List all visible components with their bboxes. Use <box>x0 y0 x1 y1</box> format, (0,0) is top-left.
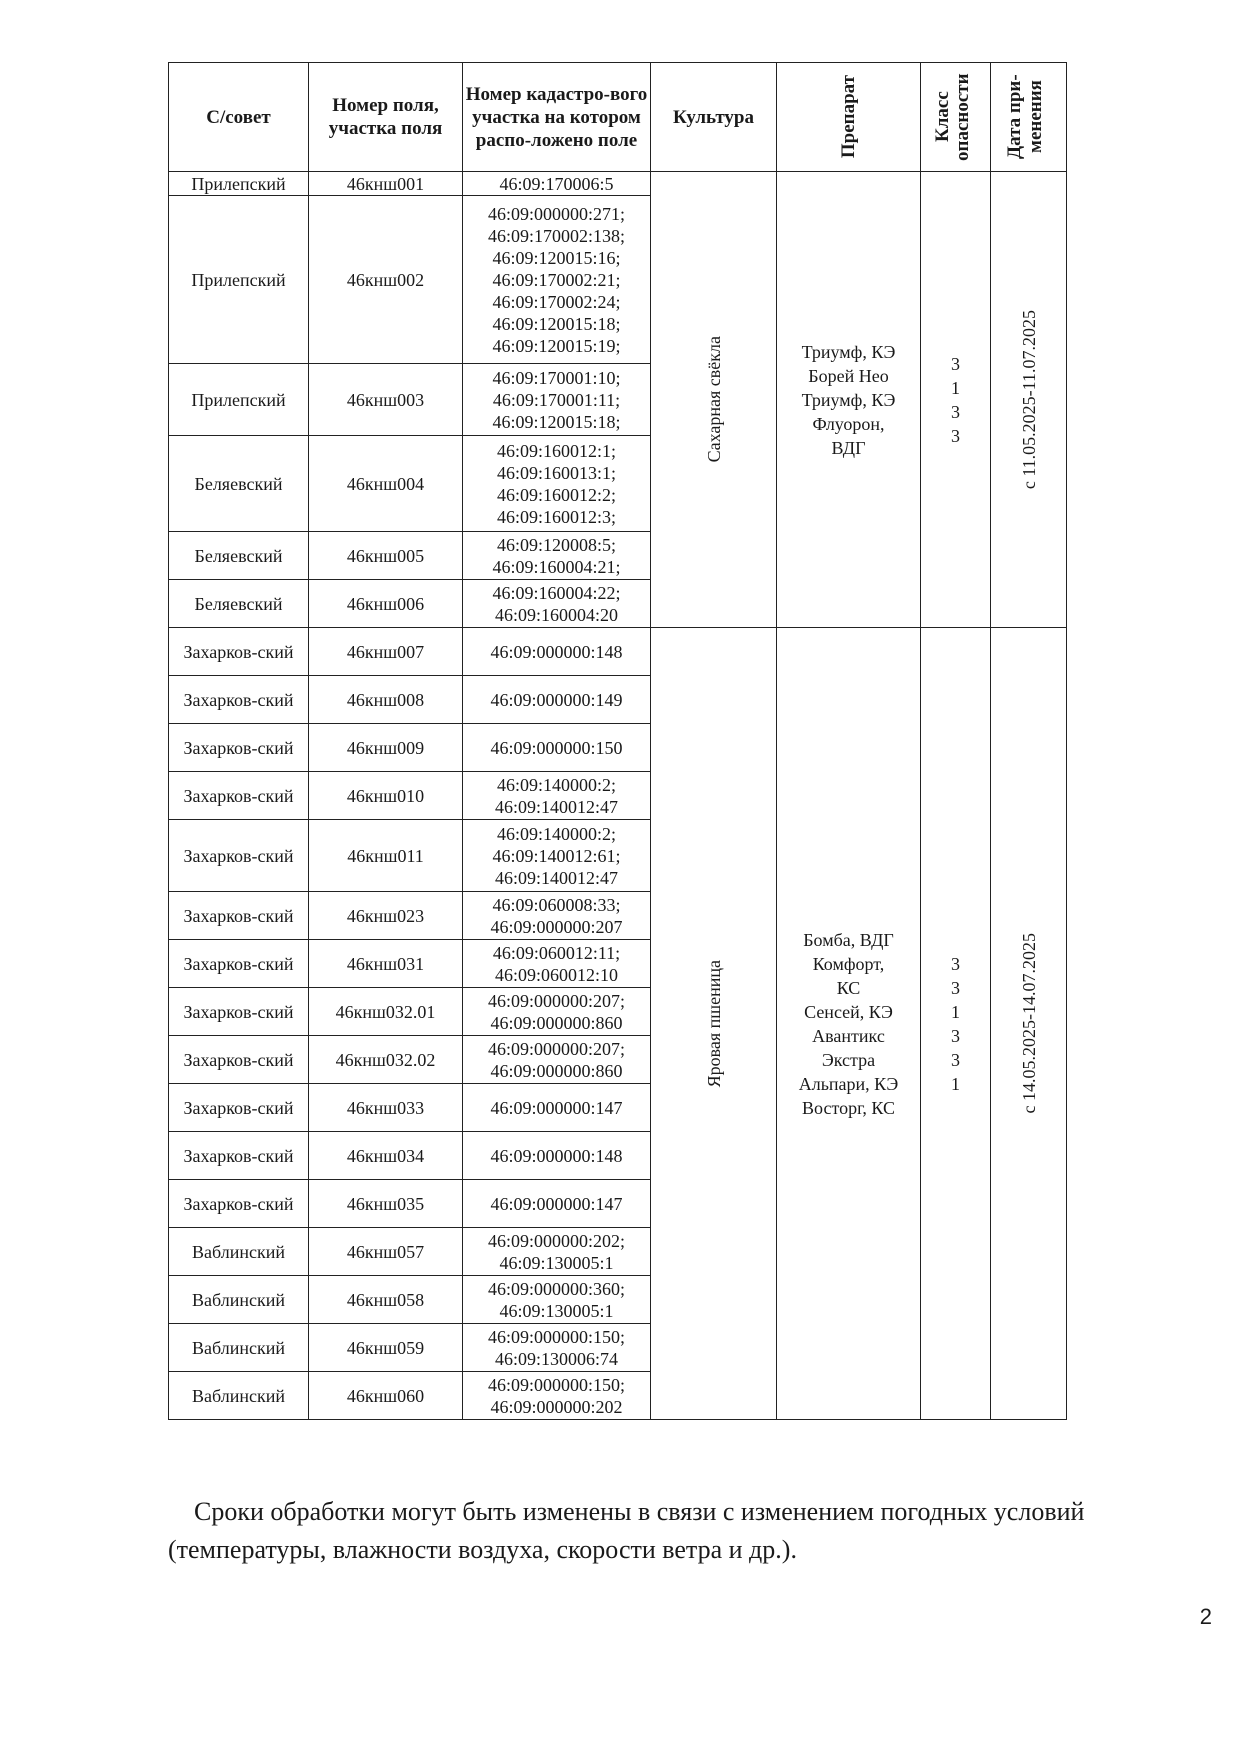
hazard-class-value: 1 <box>951 377 960 398</box>
cell-field-number: 46кнш001 <box>309 172 463 196</box>
cell-council: Захарков-ский <box>169 724 309 772</box>
cell-cadastral <box>463 1084 651 1132</box>
cadastral-number: 46:09:130005:1 <box>499 1300 614 1321</box>
cadastral-number: 46:09:170006:5 <box>499 173 614 194</box>
table-row <box>169 172 1067 196</box>
cadastral-number: 46:09:000000:150; <box>487 1326 625 1347</box>
cell-council: Захарков-ский <box>169 892 309 940</box>
cell-council: Захарков-ский <box>169 628 309 676</box>
hazard-class-value: 1 <box>951 1001 960 1022</box>
cell-field-number: 46кнш005 <box>309 532 463 580</box>
cadastral-number: 46:09:140012:61; <box>492 845 621 866</box>
cadastral-number: 46:09:000000:271; <box>487 203 625 224</box>
cadastral-number: 46:09:000000:147 <box>490 1193 623 1214</box>
cell-field-number: 46кнш032.01 <box>309 988 463 1036</box>
preparation-name: Триумф, КЭ <box>801 341 896 362</box>
crop-name: Сахарная свёкла <box>703 336 724 463</box>
cell-crop <box>651 628 777 1420</box>
preparation-name: Бомба, ВДГ <box>803 929 894 950</box>
cell-field-number: 46кнш023 <box>309 892 463 940</box>
cell-council: Захарков-ский <box>169 1084 309 1132</box>
cell-council: Ваблинский <box>169 1324 309 1372</box>
cell-hazard-classes <box>921 628 991 1420</box>
hazard-class-value: 1 <box>951 1073 960 1094</box>
cell-cadastral <box>463 580 651 628</box>
cell-cadastral <box>463 820 651 892</box>
hazard-class-value: 3 <box>951 1025 960 1046</box>
cell-field-number: 46кнш031 <box>309 940 463 988</box>
cadastral-number: 46:09:170002:21; <box>492 269 621 290</box>
cell-council: Беляевский <box>169 532 309 580</box>
preparation-name: Сенсей, КЭ <box>804 1001 893 1022</box>
cell-cadastral <box>463 1036 651 1084</box>
cell-cadastral <box>463 1228 651 1276</box>
cadastral-number: 46:09:130006:74 <box>494 1348 618 1369</box>
cadastral-number: 46:09:170002:138; <box>487 225 625 246</box>
application-date: с 11.05.2025-11.07.2025 <box>1018 309 1039 490</box>
cadastral-number: 46:09:170001:10; <box>492 367 621 388</box>
cadastral-number: 46:09:000000:202; <box>487 1230 625 1251</box>
cadastral-number: 46:09:160004:22; <box>492 582 621 603</box>
table-row <box>169 628 1067 676</box>
preparation-name: Альпари, КЭ <box>798 1073 899 1094</box>
cadastral-number: 46:09:160004:21; <box>492 556 621 577</box>
cadastral-number: 46:09:140012:47 <box>494 796 618 817</box>
cell-cadastral <box>463 532 651 580</box>
header-hazard-class-text: Класс опасности <box>931 73 973 161</box>
cell-council: Захарков-ский <box>169 820 309 892</box>
cadastral-number: 46:09:000000:207 <box>490 916 623 937</box>
header-crop: Культура <box>651 63 777 172</box>
cell-field-number: 46кнш032.02 <box>309 1036 463 1084</box>
cadastral-number: 46:09:160004:20 <box>494 604 618 625</box>
preparation-name: КС <box>836 977 861 998</box>
cell-cadastral <box>463 1276 651 1324</box>
cell-cadastral <box>463 436 651 532</box>
cell-council: Захарков-ский <box>169 940 309 988</box>
cell-field-number: 46кнш009 <box>309 724 463 772</box>
hazard-class-value: 3 <box>951 977 960 998</box>
cadastral-number: 46:09:000000:147 <box>490 1097 623 1118</box>
cadastral-number: 46:09:000000:207; <box>487 1038 625 1059</box>
cell-council: Захарков-ский <box>169 1036 309 1084</box>
cadastral-number: 46:09:060012:10 <box>494 964 618 985</box>
cadastral-number: 46:09:130005:1 <box>499 1252 614 1273</box>
cadastral-number: 46:09:000000:150; <box>487 1374 625 1395</box>
cell-council: Ваблинский <box>169 1372 309 1420</box>
preparation-name: Авантикс <box>812 1025 885 1046</box>
spraying-schedule-table <box>168 62 1067 1420</box>
cell-cadastral <box>463 172 651 196</box>
cell-field-number: 46кнш004 <box>309 436 463 532</box>
cell-cadastral <box>463 1372 651 1420</box>
cadastral-number: 46:09:000000:860 <box>490 1060 623 1081</box>
cell-field-number: 46кнш007 <box>309 628 463 676</box>
cell-preparations <box>777 172 921 628</box>
cell-council: Захарков-ский <box>169 1180 309 1228</box>
preparation-name: Экстра <box>821 1049 876 1070</box>
cell-field-number: 46кнш003 <box>309 364 463 436</box>
cell-council: Прилепский <box>169 364 309 436</box>
cadastral-number: 46:09:120015:16; <box>492 247 621 268</box>
header-council: С/совет <box>169 63 309 172</box>
cell-field-number: 46кнш002 <box>309 196 463 364</box>
header-application-date <box>991 63 1067 172</box>
cell-cadastral <box>463 676 651 724</box>
cell-application-date <box>991 172 1067 628</box>
cadastral-number: 46:09:000000:860 <box>490 1012 623 1033</box>
cell-field-number: 46кнш006 <box>309 580 463 628</box>
cell-council: Ваблинский <box>169 1228 309 1276</box>
cadastral-number: 46:09:060012:11; <box>492 942 621 963</box>
application-date: с 14.05.2025-14.07.2025 <box>1018 933 1039 1114</box>
hazard-class-value: 3 <box>951 353 960 374</box>
cell-cadastral <box>463 724 651 772</box>
cell-cadastral <box>463 940 651 988</box>
footnote: Сроки обработки могут быть изменены в связи с изменением погодных условий (температуры, влажности воздуха, скорости ветра и др.). <box>168 1497 1085 1564</box>
cell-field-number: 46кнш011 <box>309 820 463 892</box>
cell-cadastral <box>463 988 651 1036</box>
cell-cadastral <box>463 628 651 676</box>
cadastral-number: 46:09:120008:5; <box>496 534 616 555</box>
cell-field-number: 46кнш033 <box>309 1084 463 1132</box>
crop-name: Яровая пшеница <box>703 959 724 1088</box>
hazard-class-value: 3 <box>951 425 960 446</box>
page-number: 2 <box>1199 1604 1212 1629</box>
header-preparation-text: Препарат <box>838 75 859 159</box>
cell-field-number: 46кнш008 <box>309 676 463 724</box>
cell-council: Беляевский <box>169 436 309 532</box>
cell-council: Беляевский <box>169 580 309 628</box>
cadastral-number: 46:09:140000:2; <box>496 774 616 795</box>
cadastral-number: 46:09:170001:11; <box>492 389 621 410</box>
cell-council: Прилепский <box>169 172 309 196</box>
cadastral-number: 46:09:060008:33; <box>492 894 621 915</box>
hazard-class-value: 3 <box>951 401 960 422</box>
cell-field-number: 46кнш010 <box>309 772 463 820</box>
cell-council: Захарков-ский <box>169 676 309 724</box>
cadastral-number: 46:09:000000:150 <box>490 737 623 758</box>
table-header-row <box>169 63 1067 172</box>
cell-field-number: 46кнш058 <box>309 1276 463 1324</box>
header-preparation <box>777 63 921 172</box>
cell-field-number: 46кнш034 <box>309 1132 463 1180</box>
header-hazard-class <box>921 63 991 172</box>
cadastral-number: 46:09:160012:1; <box>496 440 616 461</box>
cadastral-number: 46:09:000000:360; <box>487 1278 625 1299</box>
cell-cadastral <box>463 1132 651 1180</box>
cadastral-number: 46:09:160013:1; <box>496 462 616 483</box>
cell-cadastral <box>463 364 651 436</box>
preparation-name: Борей Нео <box>808 365 889 386</box>
preparation-name: ВДГ <box>831 437 866 458</box>
cell-council: Захарков-ский <box>169 988 309 1036</box>
cell-cadastral <box>463 196 651 364</box>
cell-field-number: 46кнш060 <box>309 1372 463 1420</box>
cadastral-number: 46:09:000000:148 <box>490 641 623 662</box>
cadastral-number: 46:09:160012:2; <box>496 484 616 505</box>
table-body <box>169 172 1067 1420</box>
cell-council: Захарков-ский <box>169 1132 309 1180</box>
cell-preparations <box>777 628 921 1420</box>
cadastral-number: 46:09:170002:24; <box>492 291 621 312</box>
cadastral-number: 46:09:140012:47 <box>494 867 618 888</box>
cadastral-number: 46:09:000000:202 <box>490 1396 623 1417</box>
cadastral-number: 46:09:000000:207; <box>487 990 625 1011</box>
preparation-name: Восторг, КС <box>802 1097 895 1118</box>
cell-application-date <box>991 628 1067 1420</box>
cadastral-number: 46:09:000000:148 <box>490 1145 623 1166</box>
cell-council: Прилепский <box>169 196 309 364</box>
cadastral-number: 46:09:120015:18; <box>492 411 621 432</box>
cell-field-number: 46кнш059 <box>309 1324 463 1372</box>
cadastral-number: 46:09:000000:149 <box>490 689 623 710</box>
hazard-class-value: 3 <box>951 953 960 974</box>
header-application-date-text: Дата при-менения <box>1003 74 1046 160</box>
cell-council: Захарков-ский <box>169 772 309 820</box>
cadastral-number: 46:09:120015:18; <box>492 313 621 334</box>
hazard-class-value: 3 <box>951 1049 960 1070</box>
cadastral-number: 46:09:120015:19; <box>492 335 621 356</box>
preparation-name: Триумф, КЭ <box>801 389 896 410</box>
preparation-name: Комфорт, <box>812 953 885 974</box>
cell-cadastral <box>463 1180 651 1228</box>
cell-cadastral <box>463 892 651 940</box>
cadastral-number: 46:09:160012:3; <box>496 506 616 527</box>
cadastral-number: 46:09:140000:2; <box>496 823 616 844</box>
preparation-name: Флуорон, <box>812 413 885 434</box>
cell-field-number: 46кнш057 <box>309 1228 463 1276</box>
header-field-number: Номер поля, участка поля <box>309 63 463 172</box>
header-cadastral: Номер кадастро-вого участка на котором распо-ложено поле <box>463 63 651 172</box>
cell-field-number: 46кнш035 <box>309 1180 463 1228</box>
cell-cadastral <box>463 772 651 820</box>
cell-cadastral <box>463 1324 651 1372</box>
cell-hazard-classes <box>921 172 991 628</box>
cell-crop <box>651 172 777 628</box>
cell-council: Ваблинский <box>169 1276 309 1324</box>
